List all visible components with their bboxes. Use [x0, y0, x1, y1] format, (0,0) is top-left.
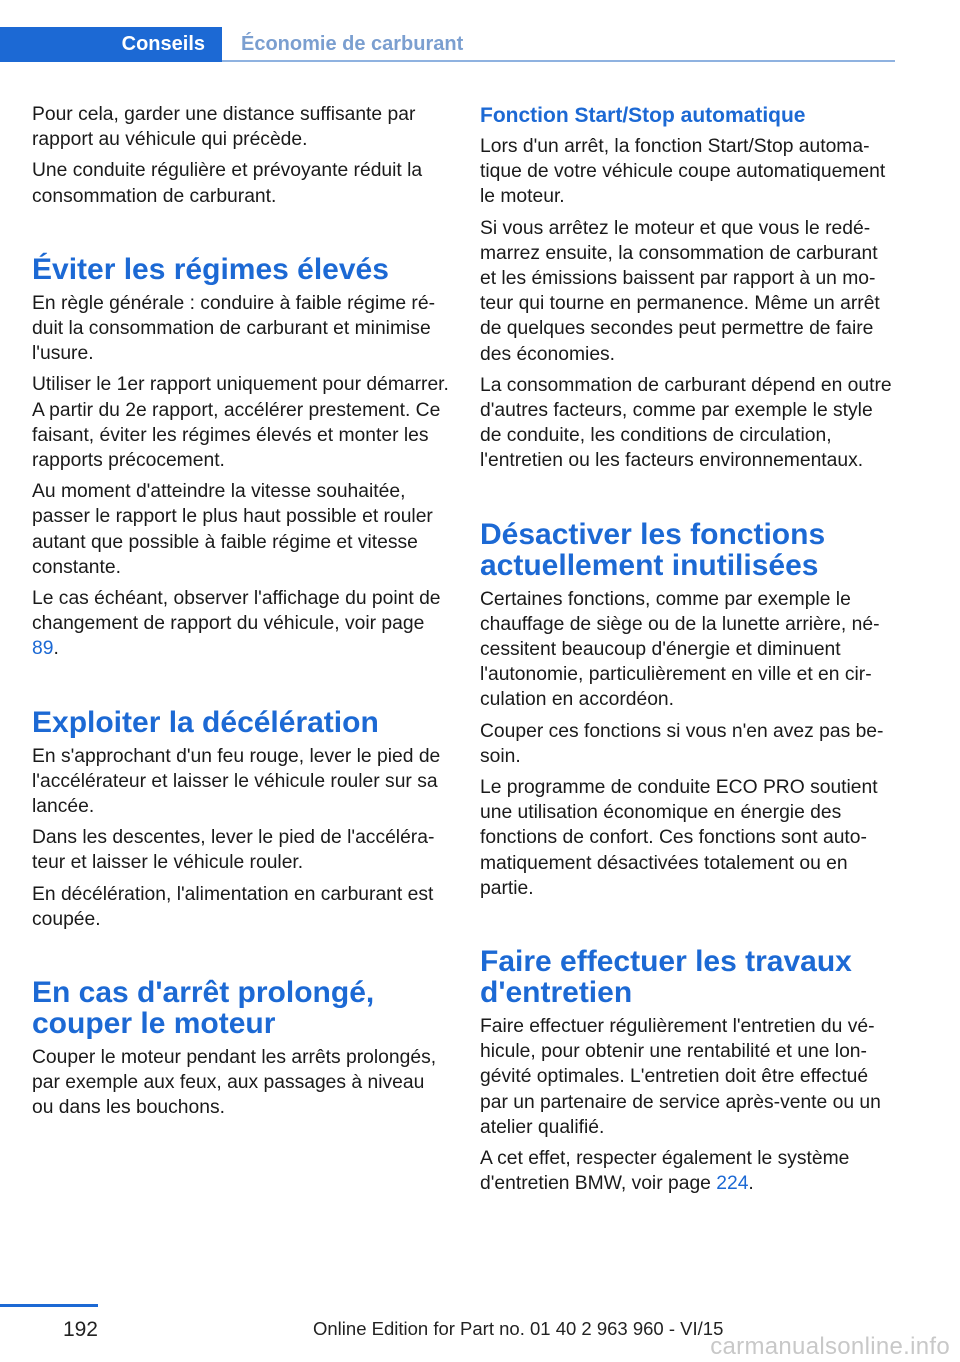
- paragraph: En s'approchant d'un feu rouge, lever le pied de l'accélérateur et laisser le véhicule rouler sur sa lancée.: [32, 745, 441, 818]
- paragraph: Pour cela, garder une distance suffisante par rapport au véhicule qui précède.: [32, 104, 416, 151]
- heading-disable-functions: Désactiver les fonctions actuellement inutilisées: [480, 517, 826, 582]
- edition-note: Online Edition for Part no. 01 40 2 963 960 - VI/15: [313, 1318, 724, 1339]
- paragraph: Couper le moteur pendant les arrêts prolongés, par exemple aux feux, aux passages à niveau ou dans les bouchons.: [32, 1047, 437, 1119]
- heading-deceleration: Exploiter la décélération: [32, 705, 379, 739]
- paragraph: Une conduite régulière et prévoyante réduit la consommation de carburant.: [32, 160, 423, 207]
- paragraph: En décélération, l'alimentation en carburant est coupée.: [32, 883, 434, 930]
- paragraph: A cet effet, respecter également le système d'entretien BMW, voir page 224.: [480, 1148, 850, 1195]
- paragraph: La consommation de carburant dépend en outre d'autres facteurs, comme par exemple le style de conduite, les conditions de circulation, l'entretien ou les facteurs environnementaux.: [480, 374, 892, 472]
- paragraph: Le programme de conduite ECO PRO soutient une utilisation économique en énergie des fonctions de confort. Ces fonctions sont automatiquement désactivées totalement ou en partie.: [480, 777, 878, 899]
- left-column: [32, 102, 450, 1127]
- heading-maintenance: Faire effectuer les travaux d'entretien: [480, 945, 852, 1010]
- heading-long-stop: En cas d'arrêt prolongé, couper le moteur: [32, 976, 375, 1041]
- paragraph: Au moment d'atteindre la vitesse souhaitée, passer le rapport le plus haut possible et rouler autant que possible à faible régime et vitesse constante.: [32, 481, 433, 578]
- paragraph: Couper ces fonctions si vous n'en avez pas besoin.: [480, 720, 884, 767]
- page-link-224[interactable]: 224: [716, 1173, 749, 1195]
- page-header: [0, 27, 895, 62]
- paragraph: Le cas échéant, observer l'affichage du point de changement de rapport du véhicule, voir page 89.: [32, 588, 441, 660]
- section-title: Économie de carburant: [241, 33, 464, 55]
- heading-avoid-high-revs: Éviter les régimes élevés: [32, 252, 389, 286]
- paragraph: En règle générale : conduire à faible régime réduit la consommation de carburant et minimise l'usure.: [32, 292, 435, 365]
- watermark: carmanualsonline.info: [710, 1333, 950, 1360]
- footer-divider: [0, 1304, 98, 1307]
- chapter-tab[interactable]: [0, 27, 222, 62]
- paragraph: Dans les descentes, lever le pied de l'accélérateur et laisser le véhicule rouler.: [32, 827, 435, 874]
- paragraph: Faire effectuer régulièrement l'entretien du véhicule, pour obtenir une rentabilité et une longévité optimales. L'entretien doit être effectué par un partenaire de service après-vente ou un atelier qualifié.: [480, 1016, 881, 1138]
- page-number: 192: [62, 1318, 98, 1341]
- heading-start-stop: Fonction Start/Stop automatique: [480, 104, 806, 127]
- page-link-89[interactable]: 89: [32, 638, 54, 660]
- header-divider: [222, 60, 895, 62]
- paragraph: Si vous arrêtez le moteur et que vous le redémarrez ensuite, la consommation de carburant et les émissions baissent par rapport à un moteur qui tourne en permanence. Même un arrêt de quelques secondes peut permettre de faire des économies.: [480, 217, 880, 365]
- chapter-tab-label: Conseils: [121, 33, 205, 55]
- right-column: [480, 102, 898, 1203]
- paragraph: Utiliser le 1er rapport uniquement pour démarrer. A partir du 2e rapport, accélérer prestement. Ce faisant, éviter les régimes élevés et monter les rapports précocement.: [32, 374, 449, 472]
- paragraph: Certaines fonctions, comme par exemple le chauffage de siège ou de la lunette arrière, nécessitent beaucoup d'énergie et diminuent l'autonomie, particulièrement en ville et en circulation en accordéon.: [480, 588, 880, 711]
- paragraph: Lors d'un arrêt, la fonction Start/Stop automatique de votre véhicule coupe automatiquement le moteur.: [480, 136, 886, 208]
